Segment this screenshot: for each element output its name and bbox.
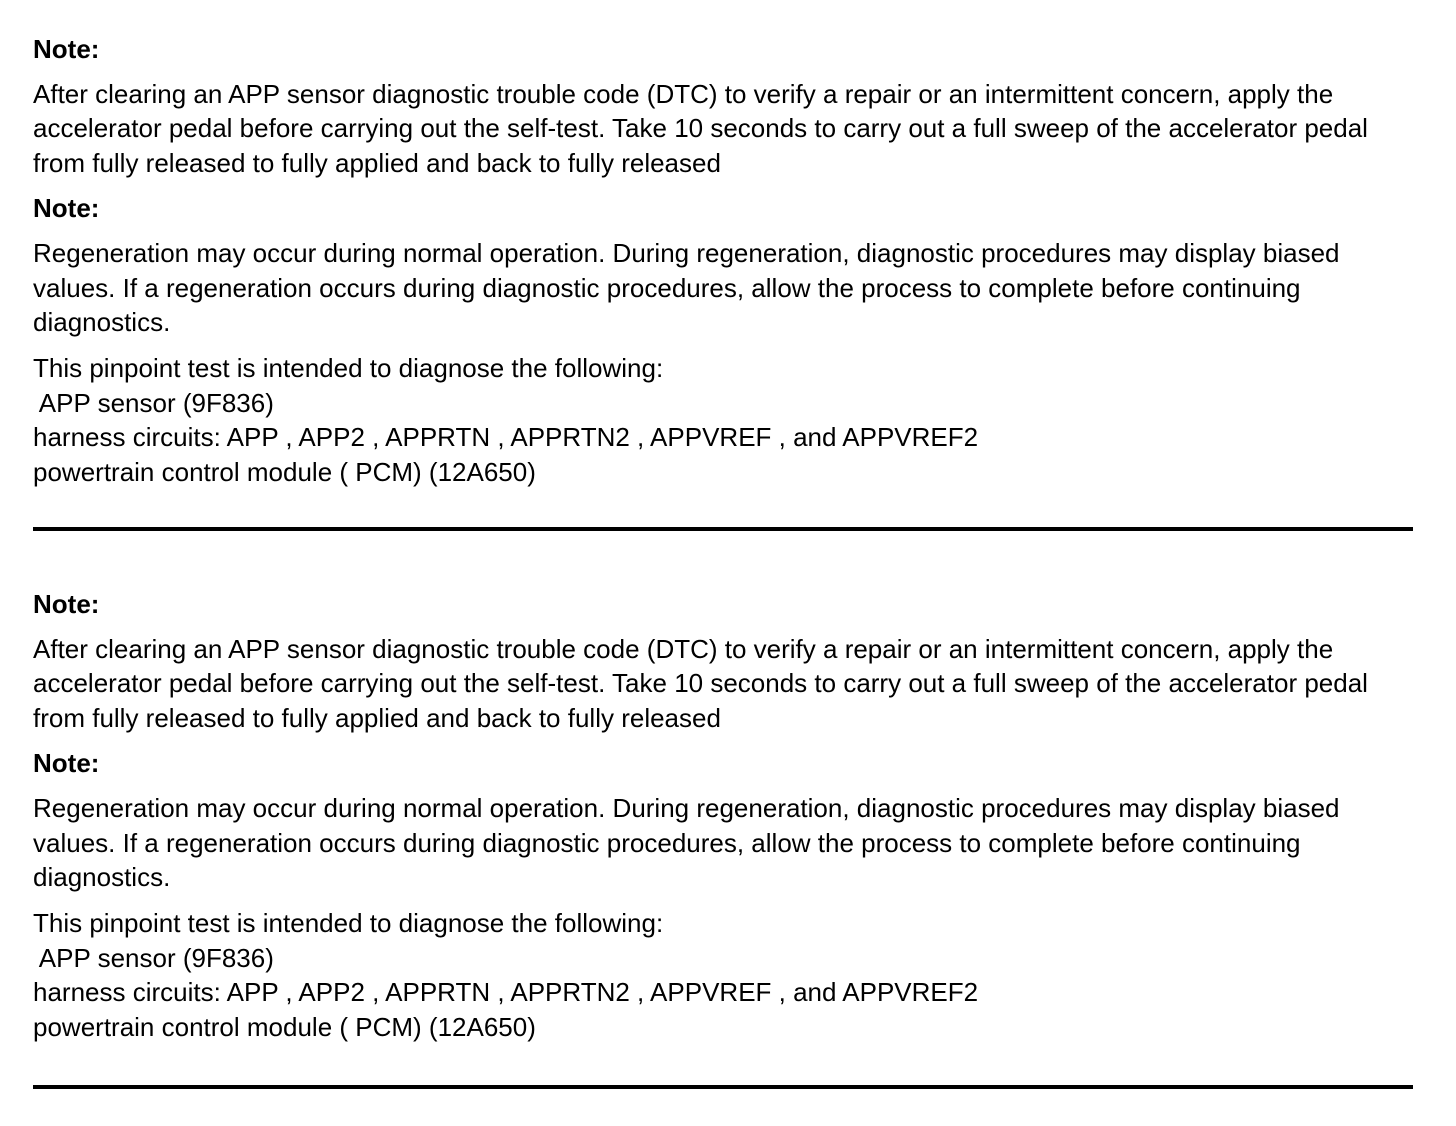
note-heading: Note: [33,193,100,224]
note-text: Regeneration may occur during normal operation. During regeneration, diagnostic procedures may display biased values. If a regeneration occurs during diagnostic procedures, allow the process to complete before continuing diagnostics. [33,238,1340,338]
diagnosed-item: harness circuits: APP , APP2 , APPRTN , APPRTN2 , APPVREF , and APPVREF2 [33,977,979,1008]
section-divider [33,527,1413,531]
diagnosed-item: APP sensor (9F836) [33,387,274,418]
diagnosed-item: powertrain control module ( PCM) (12A650) [33,1011,536,1042]
note-text: After clearing an APP sensor diagnostic trouble code (DTC) to verify a repair or an intermittent concern, apply the accelerator pedal before carrying out the self-test. Take 10 seconds to carry out a full sweep of the accelerator pedal from fully released to fully applied and back to fully released [33,634,1368,733]
note-heading: Note: [33,34,100,64]
document-section [33,588,1413,1044]
diagnosed-item: harness circuits: APP , APP2 , APPRTN , APPRTN2 , APPVREF , and APPVREF2 [33,422,979,453]
note-heading: Note: [33,748,100,779]
pinpoint-test-intro: This pinpoint test is intended to diagnose the following: [33,908,664,939]
pinpoint-test-intro: This pinpoint test is intended to diagnose the following: [33,353,664,384]
note-text: After clearing an APP sensor diagnostic trouble code (DTC) to verify a repair or an intermittent concern, apply the accelerator pedal before carrying out the self-test. Take 10 seconds to carry out a full sweep of the accelerator pedal from fully released to fully applied and back to fully released [33,79,1368,178]
document-section [33,33,1413,489]
diagnosed-item: powertrain control module ( PCM) (12A650) [33,456,536,487]
section-divider [33,1085,1413,1089]
diagnosed-item: APP sensor (9F836) [33,942,274,973]
note-text: Regeneration may occur during normal operation. During regeneration, diagnostic procedures may display biased values. If a regeneration occurs during diagnostic procedures, allow the process to complete before continuing diagnostics. [33,793,1340,893]
note-heading: Note: [33,589,100,619]
